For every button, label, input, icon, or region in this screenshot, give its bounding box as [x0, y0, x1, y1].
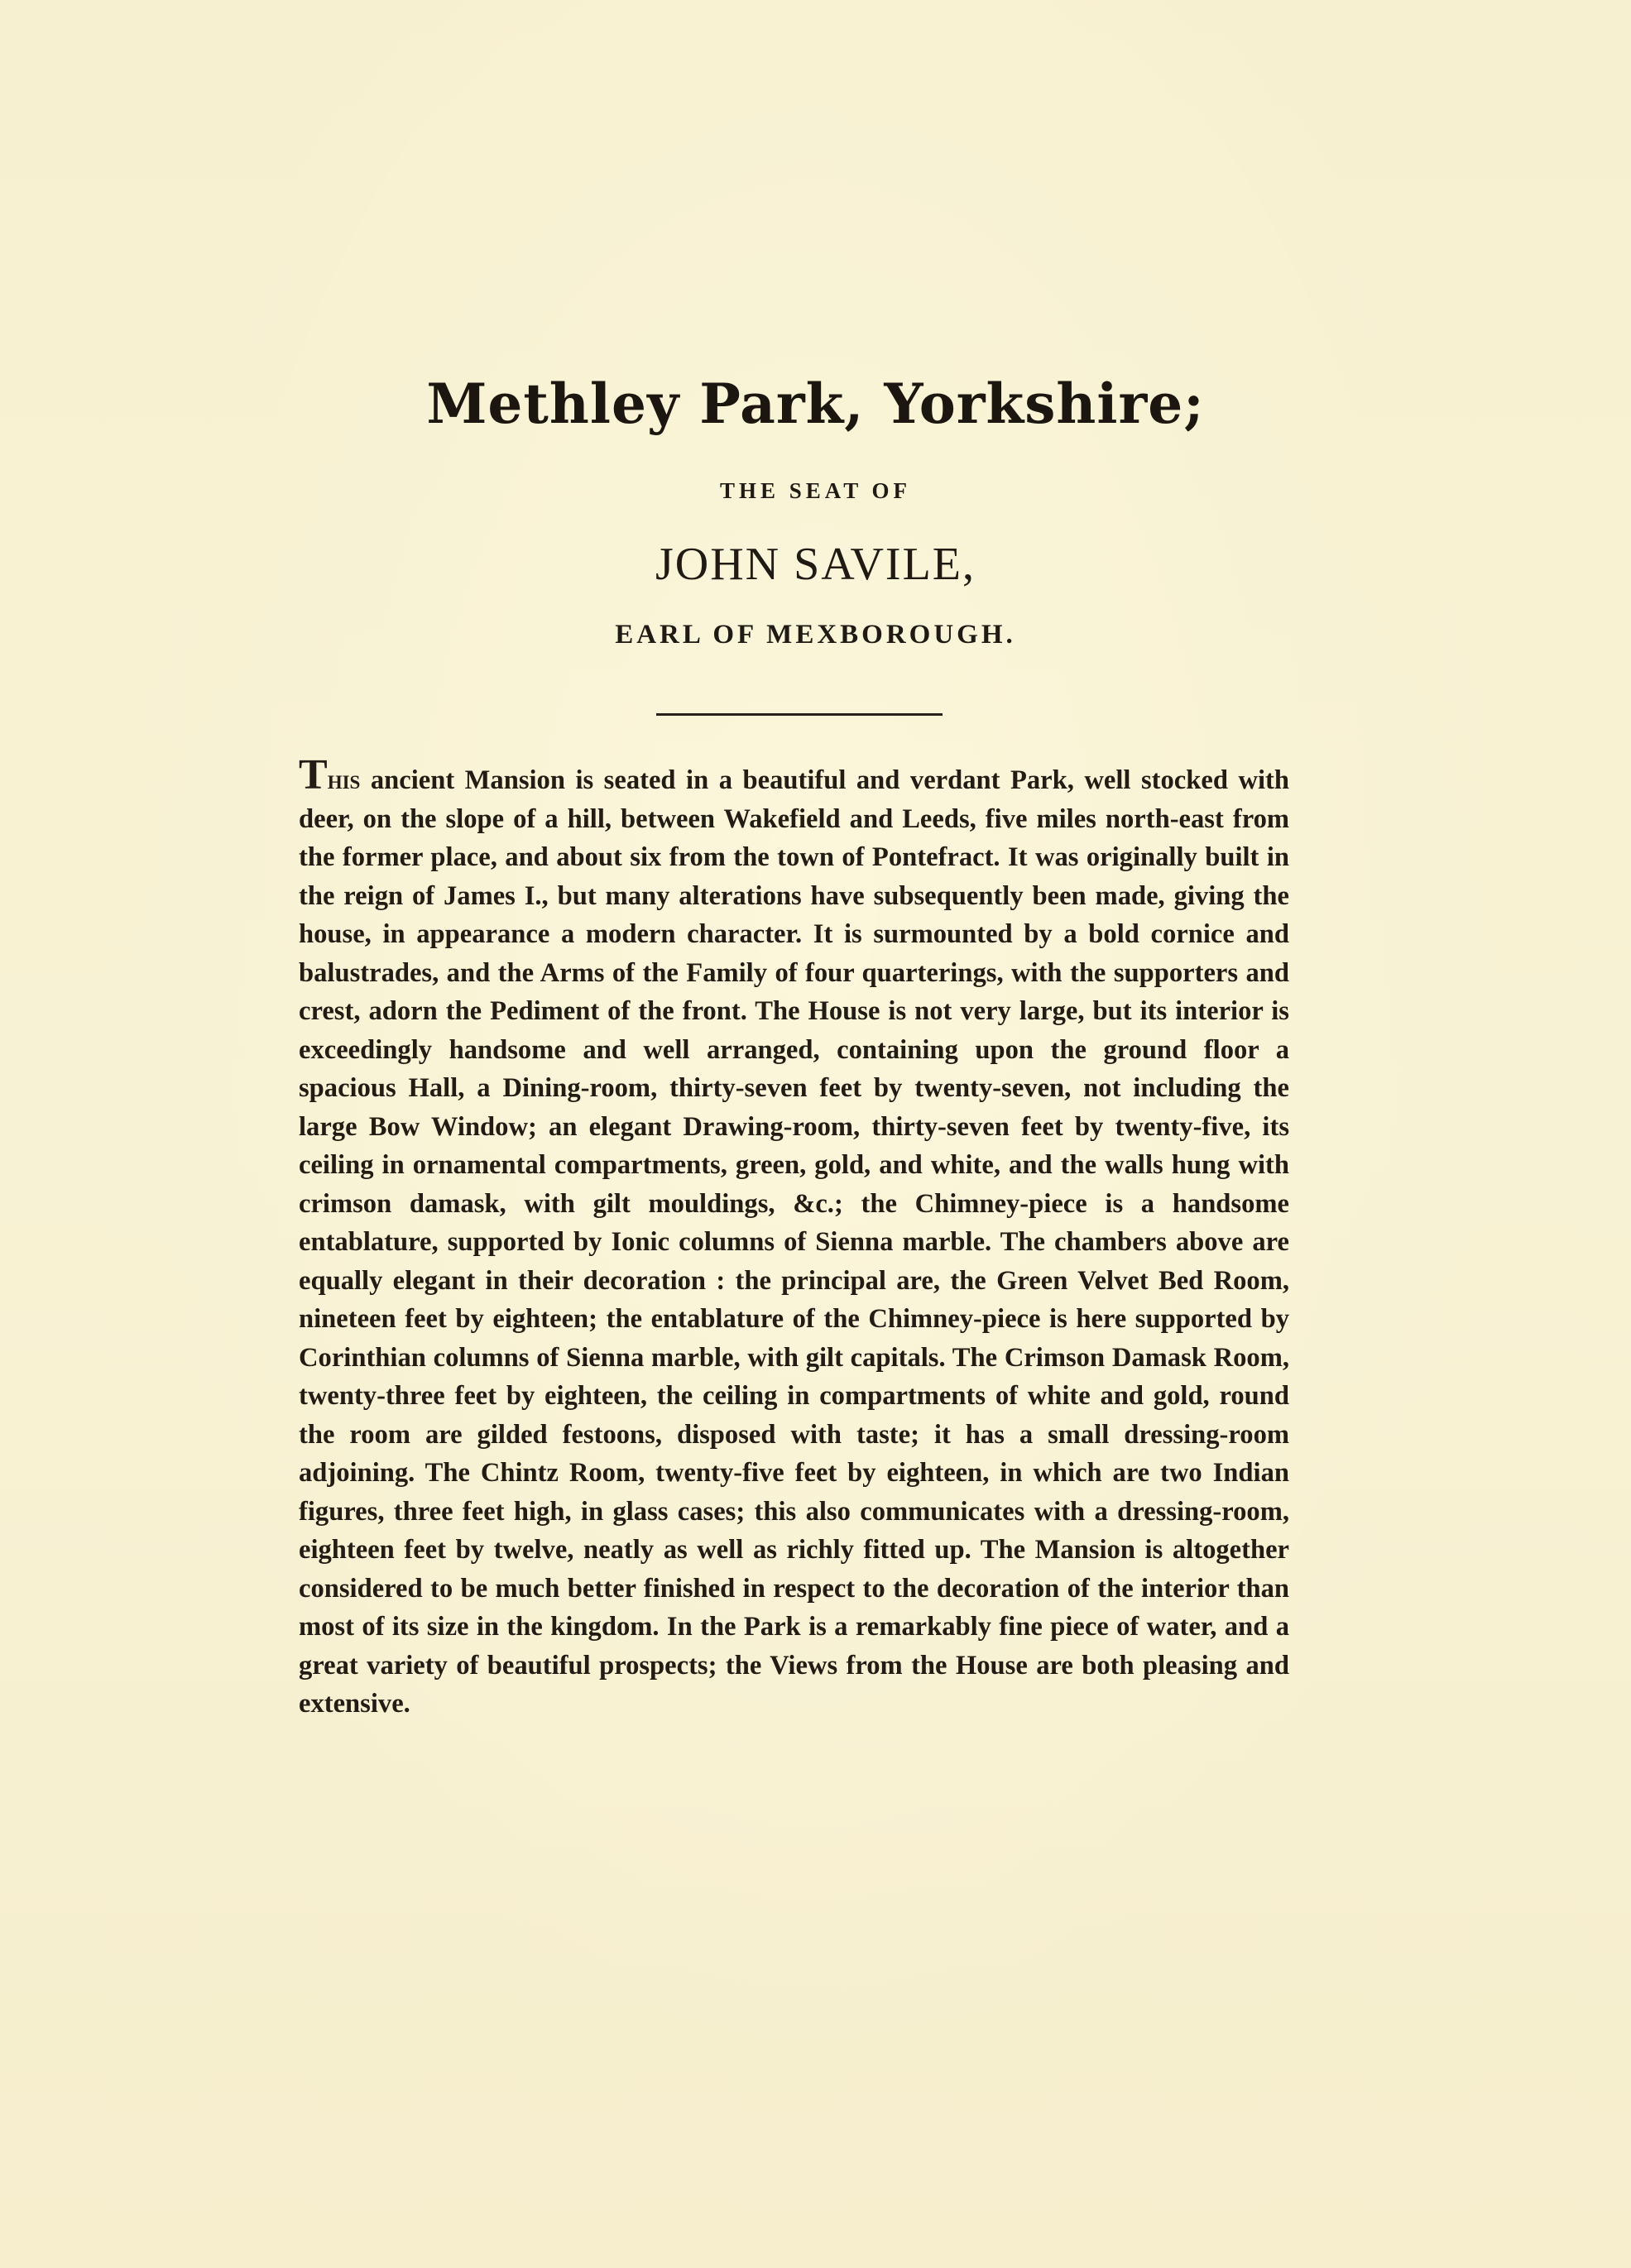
- owner-name: JOHN SAVILE,: [655, 539, 976, 590]
- divider-rule: [656, 713, 943, 716]
- body-text: ancient Mansion is seated in a beautiful and verdant Park, well stocked with deer, on the slope of a hill, between Wakefield and Leeds, five miles north-east from the former place, and about six from the town of Pontefract. It was originally built in the reign of James I., but many alterations have subsequently been made, giving the house, in appearance a modern character. It is surmounted by a bold cornice and balustrades, and the Arms of the Family of four quarterings, with the supporters and crest, adorn the Pediment of the front. The House is not very large, but its interior is exceedingly handsome and well arranged, containing upon the ground floor a spacious Hall, a Dining-room, thirty-seven feet by twenty-seven, not including the large Bow Window; an elegant Drawing-room, thirty-seven feet by twenty-five, its ceiling in ornamental compartments, green, gold, and white, and the walls hung with crimson damask, with gilt mouldings, &c.; the Chimney-piece is a handsome entablature, supported by Ionic columns of Sienna marble. The chambers above are equally elegant in their decoration : the principal are, the Green Velvet Bed Room, nineteen feet by eighteen; the entablature of the Chimney-piece is here supported by Corinthian columns of Sienna marble, with gilt capitals. The Crimson Damask Room, twenty-three feet by eighteen, the ceiling in compartments of white and gold, round the room are gilded festoons, disposed with taste; it has a small dressing-room adjoining. The Chintz Room, twenty-five feet by eighteen, in which are two Indian figures, three feet high, in glass cases; this also communicates with a dressing-room, eighteen feet by twelve, neatly as well as richly fitted up. The Mansion is altogether considered to be much better finished in respect to the decoration of the interior than most of its size in the kingdom. In the Park is a remarkably fine piece of water, and a great variety of beautiful prospects; the Views from the House are both pleasing and extensive.: [299, 765, 1289, 1719]
- page-title: Methley Park, Yorkshire;: [426, 372, 1205, 436]
- subtitle: THE SEAT OF: [719, 478, 912, 503]
- drop-cap: T: [299, 751, 328, 798]
- owner-rank: EARL OF MEXBOROUGH.: [615, 620, 1016, 650]
- body-paragraph: [299, 751, 1289, 1724]
- lead-word: his: [327, 765, 361, 795]
